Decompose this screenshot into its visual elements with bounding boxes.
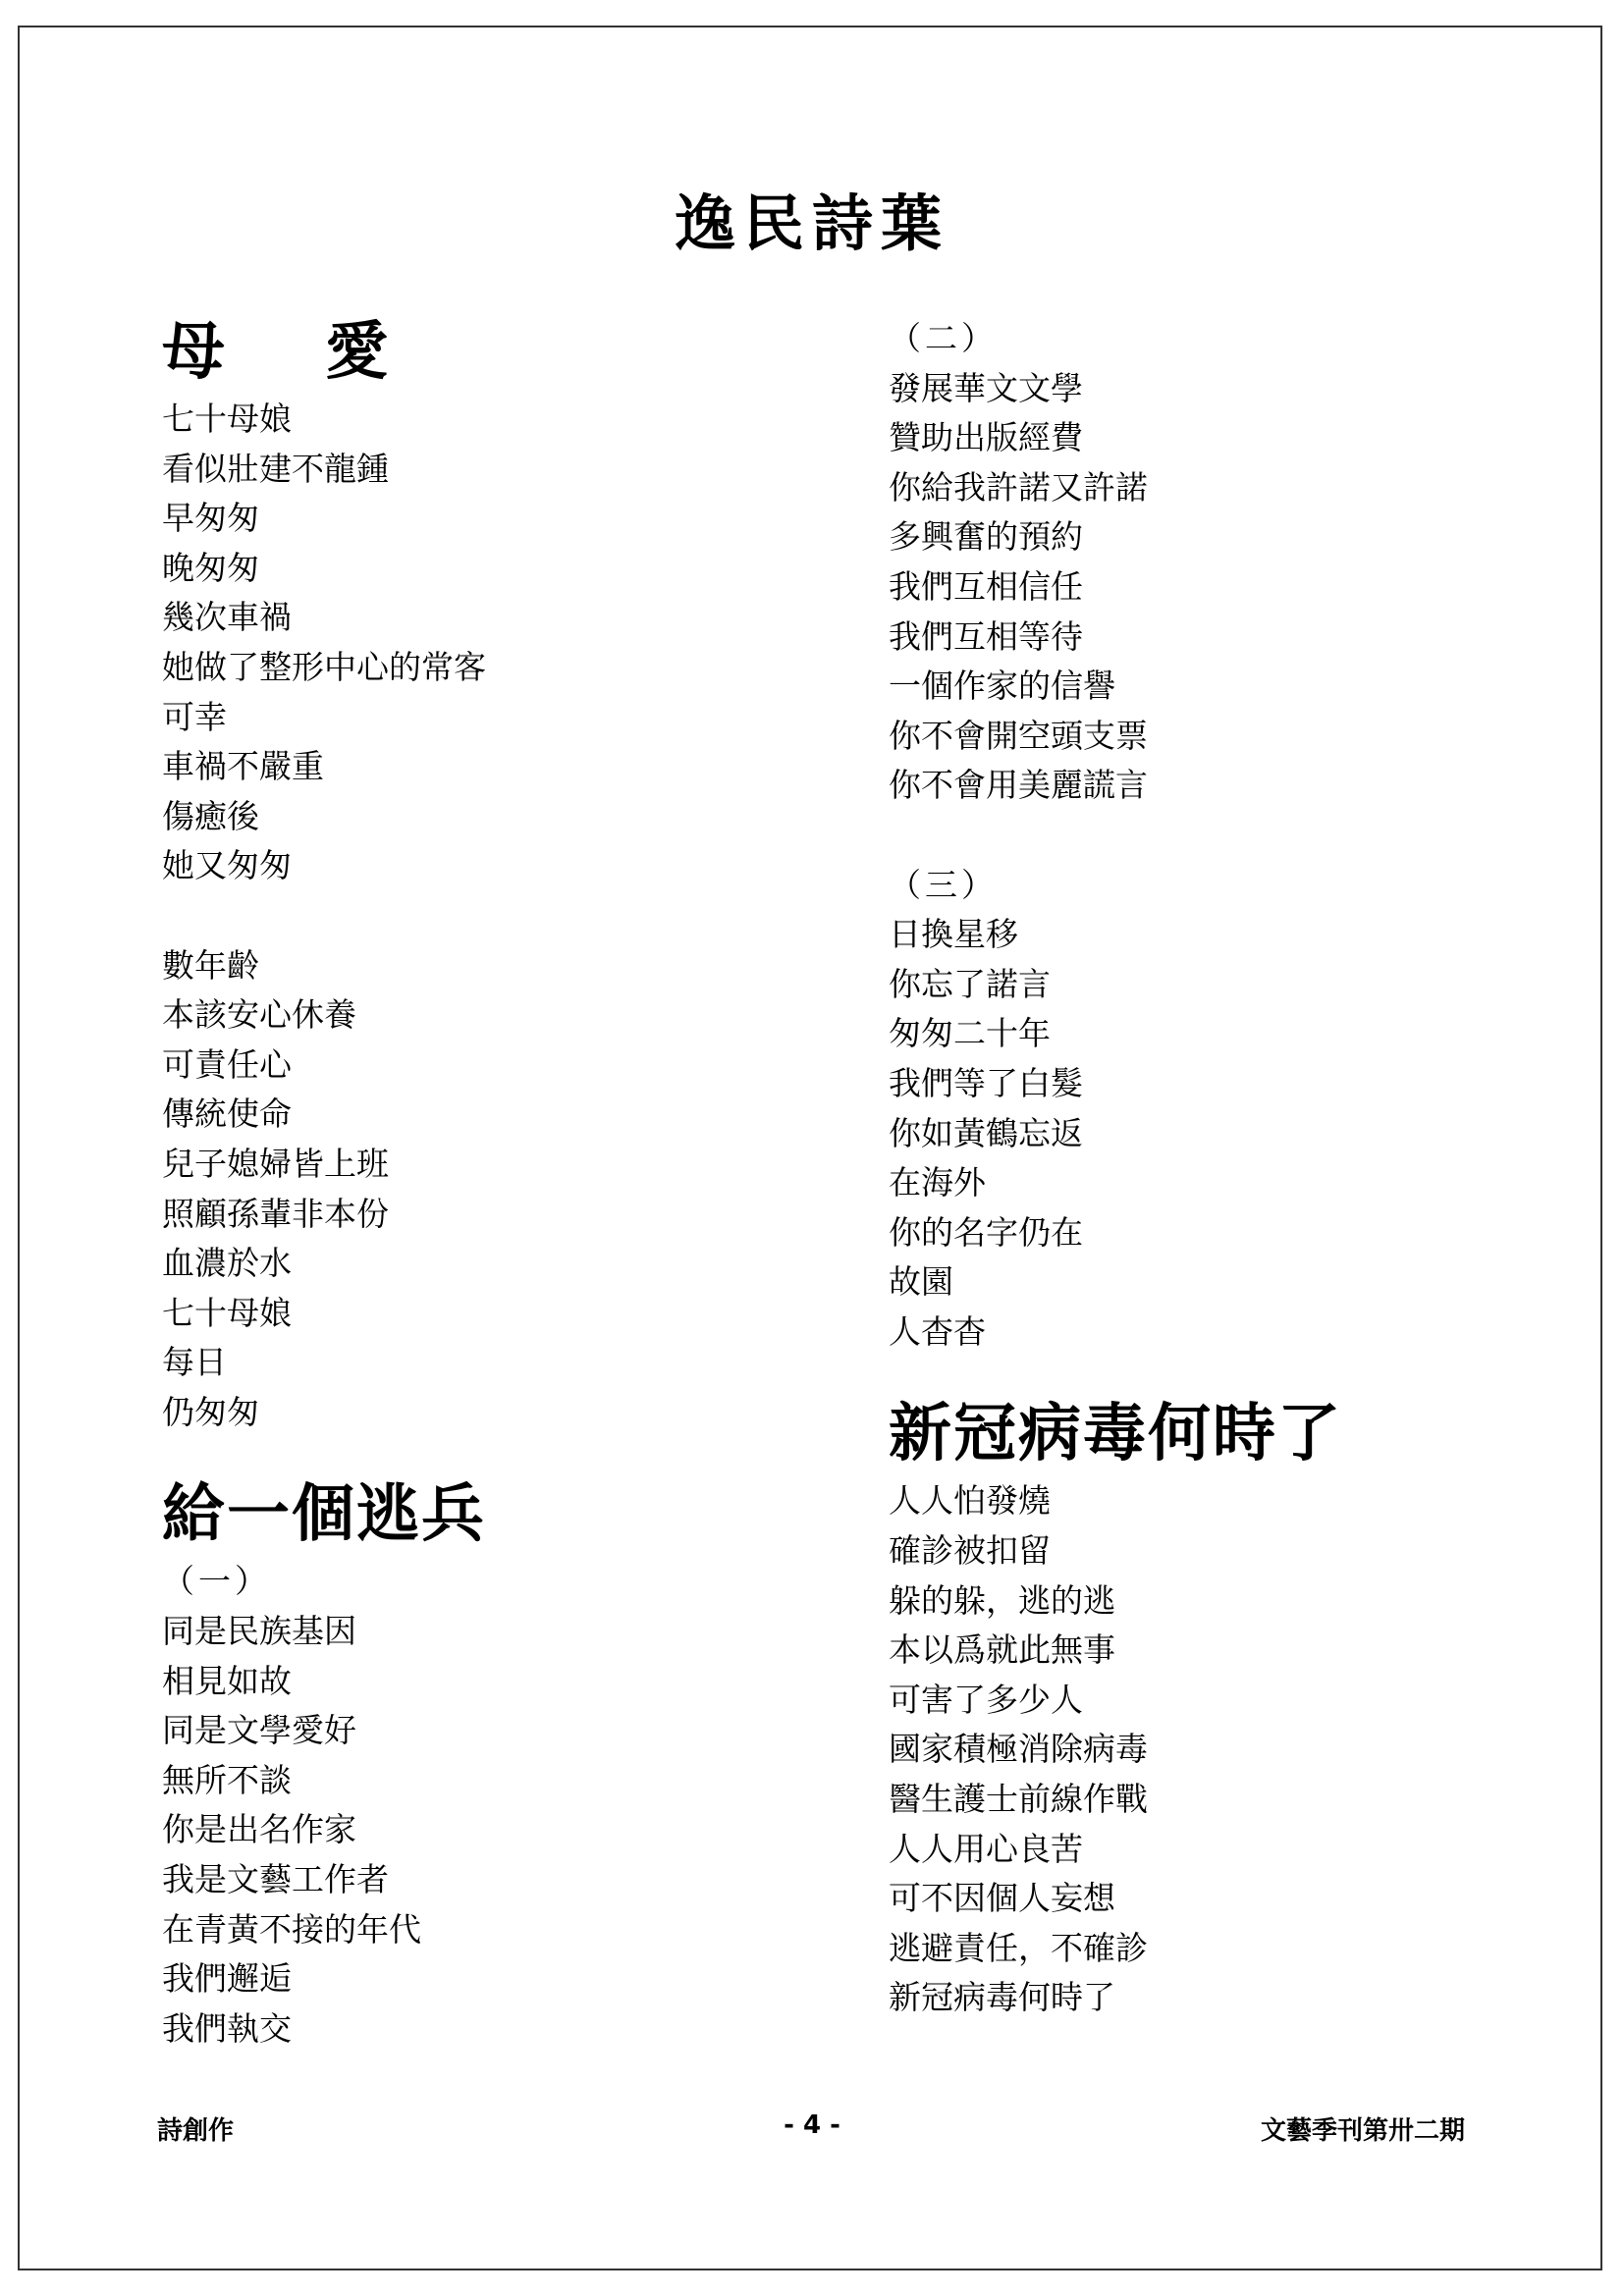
poem-line: 可不因個人妄想 (889, 1879, 1115, 1918)
poem-line: 我們互相信任 (889, 566, 1083, 606)
poem-line: 可害了多少人 (889, 1680, 1083, 1719)
poem-line: 醫生護士前線作戰 (889, 1780, 1148, 1819)
poem-line: 發展華文文學 (889, 368, 1083, 407)
poem-line: 在海外 (889, 1163, 986, 1202)
poem-line: 贊助出版經費 (889, 418, 1083, 457)
poem-line: 躲的躲，逃的逃 (889, 1580, 1115, 1620)
poem-stanza-mother-love-1 (162, 395, 800, 891)
poem-stanza-covid (889, 1476, 1527, 2023)
footer-publication: 文藝季刊第卅二期 (1260, 2116, 1465, 2146)
poem-line: 看似壯建不龍鍾 (162, 449, 389, 488)
poem-line: 日換星移 (889, 915, 1018, 954)
poem-line: 兒子媳婦皆上班 (162, 1144, 389, 1183)
poem-line: 你是出名作家 (162, 1810, 356, 1849)
poem-line: 幾次車禍 (162, 598, 292, 637)
footer-section-label: 詩創作 (157, 2116, 235, 2146)
poem-line: 你給我許諾又許諾 (889, 467, 1148, 507)
poem-line: 匆匆二十年 (889, 1014, 1051, 1053)
poem-line: 我們邂逅 (162, 1959, 292, 1999)
left-column (162, 314, 800, 2054)
poem-line: 我們互相等待 (889, 616, 1083, 656)
poem-line: 你不會開空頭支票 (889, 716, 1148, 755)
poem-line: 同是文學愛好 (162, 1711, 356, 1750)
poem-line: 人人用心良苦 (889, 1829, 1083, 1868)
poem-line: 血濃於水 (162, 1244, 292, 1283)
poem-line: 你的名字仍在 (889, 1212, 1083, 1252)
poem-line: 在青黃不接的年代 (162, 1909, 421, 1949)
poem-line: 多興奮的預約 (889, 517, 1083, 557)
poem-line: 七十母娘 (162, 400, 292, 438)
poem-stanza-mother-love-2 (162, 941, 800, 1438)
right-column (889, 314, 1527, 2023)
poem-line: 照顧孫輩非本份 (162, 1194, 389, 1233)
poem-line: 每日 (162, 1343, 227, 1382)
section-mark: （一） (162, 1562, 271, 1601)
poem-line: 傷癒後 (162, 796, 259, 835)
poem-title-covid: 新冠病毒何時了 (889, 1397, 1342, 1471)
poem-line: 同是民族基因 (162, 1612, 356, 1651)
poem-title-mother-love: 母 愛 (162, 315, 428, 389)
poem-line: 可責任心 (162, 1044, 292, 1084)
stanza-gap (889, 811, 1527, 861)
poem-line: 七十母娘 (162, 1293, 292, 1332)
poem-line: 傳統使命 (162, 1095, 292, 1134)
poem-line: 逃避責任，不確診 (889, 1928, 1148, 1967)
poem-line: 可幸 (162, 697, 227, 736)
poem-line: 人人怕發燒 (889, 1481, 1051, 1521)
poem-line: 仍匆匆 (162, 1392, 259, 1431)
poem-line: 我們等了白髮 (889, 1063, 1083, 1102)
poem-line: 她做了整形中心的常客 (162, 647, 486, 686)
poem-line: 相見如故 (162, 1661, 292, 1700)
section-mark: （二） (889, 319, 998, 357)
poem-line: 本該安心休養 (162, 995, 356, 1035)
poem-line: 一個作家的信譽 (889, 667, 1115, 706)
poem-line: 她又匆匆 (162, 846, 292, 885)
poem-line: 早匆匆 (162, 499, 259, 538)
poem-line: 晚匆匆 (162, 548, 259, 587)
poem-line: 你忘了諾言 (889, 964, 1051, 1003)
poem-stanza-deserter-2 (889, 364, 1527, 811)
section-mark: （三） (889, 865, 998, 904)
poem-line: 我是文藝工作者 (162, 1860, 389, 1899)
page-title: 逸民詩葉 (674, 187, 949, 259)
poem-line: 車禍不嚴重 (162, 747, 324, 786)
poem-line: 新冠病毒何時了 (889, 1978, 1115, 2017)
poem-line: 我們執交 (162, 2008, 292, 2048)
poem-stanza-deserter-3 (889, 910, 1527, 1357)
poem-line: 數年齡 (162, 945, 259, 985)
poem-line: 故園 (889, 1262, 953, 1302)
footer-page-number: - 4 - (784, 2110, 840, 2140)
poem-line: 你如黃鶴忘返 (889, 1113, 1083, 1152)
poem-line: 確診被扣留 (889, 1531, 1051, 1571)
poem-line: 你不會用美麗謊言 (889, 766, 1148, 805)
poem-line: 無所不談 (162, 1760, 292, 1799)
poem-stanza-deserter-1 (162, 1607, 800, 2054)
poem-line: 人杳杳 (889, 1311, 986, 1351)
poem-line: 本以爲就此無事 (889, 1630, 1115, 1670)
poem-line: 國家積極消除病毒 (889, 1730, 1148, 1769)
poem-title-deserter: 給一個逃兵 (162, 1477, 486, 1552)
stanza-gap (162, 891, 800, 941)
